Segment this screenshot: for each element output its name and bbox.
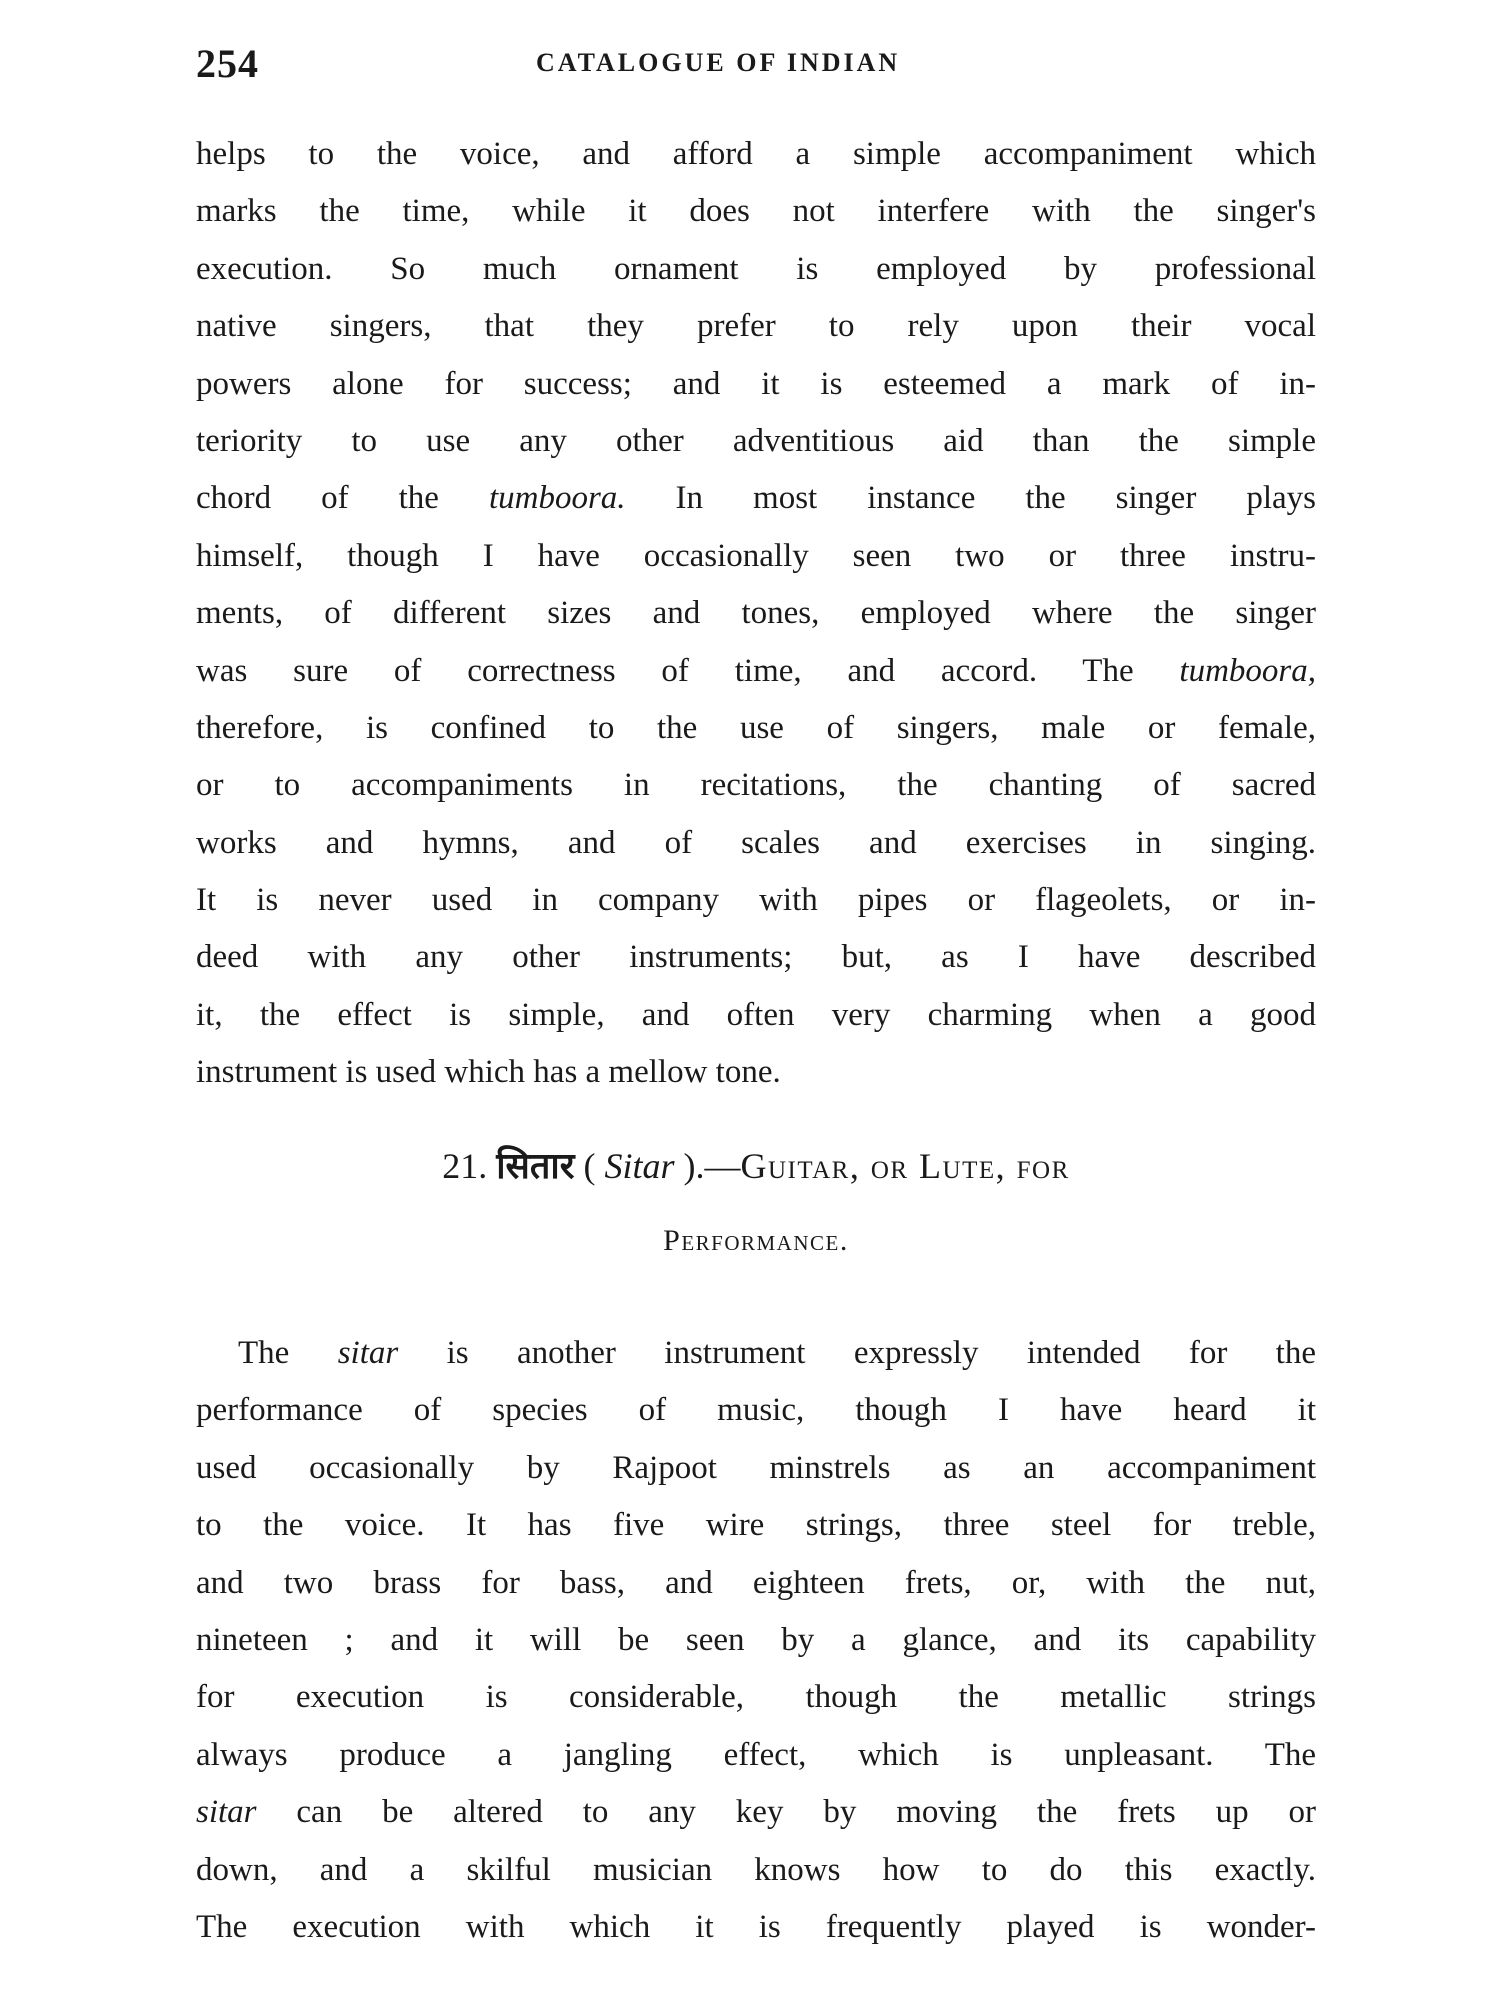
text-line: nineteen ; and it will be seen by a glance, and its capability: [196, 1621, 1316, 1658]
text-line: himself, though I have occasionally seen two or three instru-: [196, 537, 1316, 574]
text-line: powers alone for success; and it is esteemed a mark of in-: [196, 365, 1316, 402]
text-run: The: [238, 1335, 338, 1371]
text-line: or to accompaniments in recitations, the chanting of sacred: [196, 767, 1316, 804]
section-separator: ).—: [683, 1146, 741, 1186]
section-heading-continued: [196, 1224, 1316, 1258]
running-head: CATALOGUE OF INDIAN: [536, 48, 901, 77]
page-number: 254: [196, 41, 259, 86]
text-run: chord of the: [196, 480, 489, 517]
text-line: teriority to use any other adventitious aid than the simple: [196, 422, 1316, 459]
text-run: is another instrument expressly intended for the: [398, 1335, 1316, 1371]
text-line: [196, 470, 1316, 527]
text-line: therefore, is confined to the use of singers, male or female,: [196, 709, 1316, 746]
page-header: [196, 40, 1316, 100]
text-line: performance of species of music, though I have heard it: [196, 1392, 1316, 1429]
italic-term: tumboora,: [1179, 652, 1316, 689]
text-run: was sure of correctness of time, and accord. The: [196, 652, 1180, 689]
paragraph-tumboora: [196, 126, 1316, 1102]
text-line: and two brass for bass, and eighteen frets, or, with the nut,: [196, 1564, 1316, 1601]
text-line: for execution is considerable, though the metallic strings: [196, 1679, 1316, 1716]
text-line: marks the time, while it does not interfere with the singer's: [196, 193, 1316, 230]
text-line: [196, 1784, 1316, 1841]
paragraph-sitar: [196, 1325, 1316, 1956]
text-line: to the voice. It has five wire strings, three steel for treble,: [196, 1507, 1316, 1544]
section-number: 21.: [442, 1146, 488, 1186]
text-line: it, the effect is simple, and often very charming when a good: [196, 996, 1316, 1033]
text-run: can be altered to any key by moving the frets up or: [256, 1794, 1316, 1831]
text-line: down, and a skilful musician knows how to do this exactly.: [196, 1851, 1316, 1888]
devanagari-title: सितार: [496, 1146, 575, 1187]
text-run: In most instance the singer plays: [625, 480, 1316, 517]
text-line: execution. So much ornament is employed by professional: [196, 250, 1316, 287]
text-line: It is never used in company with pipes or flageolets, or in-: [196, 882, 1316, 919]
text-line: helps to the voice, and afford a simple accompaniment which: [196, 136, 1316, 172]
text-line: deed with any other instruments; but, as I have described: [196, 939, 1316, 976]
italic-term: tumboora.: [488, 480, 626, 517]
text-line: works and hymns, and of scales and exercises in singing.: [196, 824, 1316, 861]
text-line: used occasionally by Rajpoot minstrels as an accompaniment: [196, 1449, 1316, 1486]
section-heading: [196, 1140, 1316, 1189]
italic-term: sitar: [196, 1794, 257, 1831]
text-line: [196, 1325, 1316, 1382]
text-line: instrument is used which has a mellow tone.: [196, 1054, 781, 1091]
text-line: always produce a jangling effect, which is unpleasant. The: [196, 1736, 1316, 1773]
section-name-italic: Sitar: [604, 1146, 675, 1186]
italic-term: sitar: [337, 1335, 399, 1371]
text-line: native singers, that they prefer to rely upon their vocal: [196, 308, 1316, 345]
text-line: ments, of different sizes and tones, employed where the singer: [196, 595, 1316, 632]
section-title-line2: Performance.: [663, 1224, 849, 1257]
text-line: The execution with which it is frequently played is wonder-: [196, 1908, 1316, 1945]
section-title-line1: Guitar, or Lute, for: [740, 1146, 1070, 1186]
text-line: [196, 643, 1316, 700]
open-paren: (: [583, 1146, 596, 1186]
